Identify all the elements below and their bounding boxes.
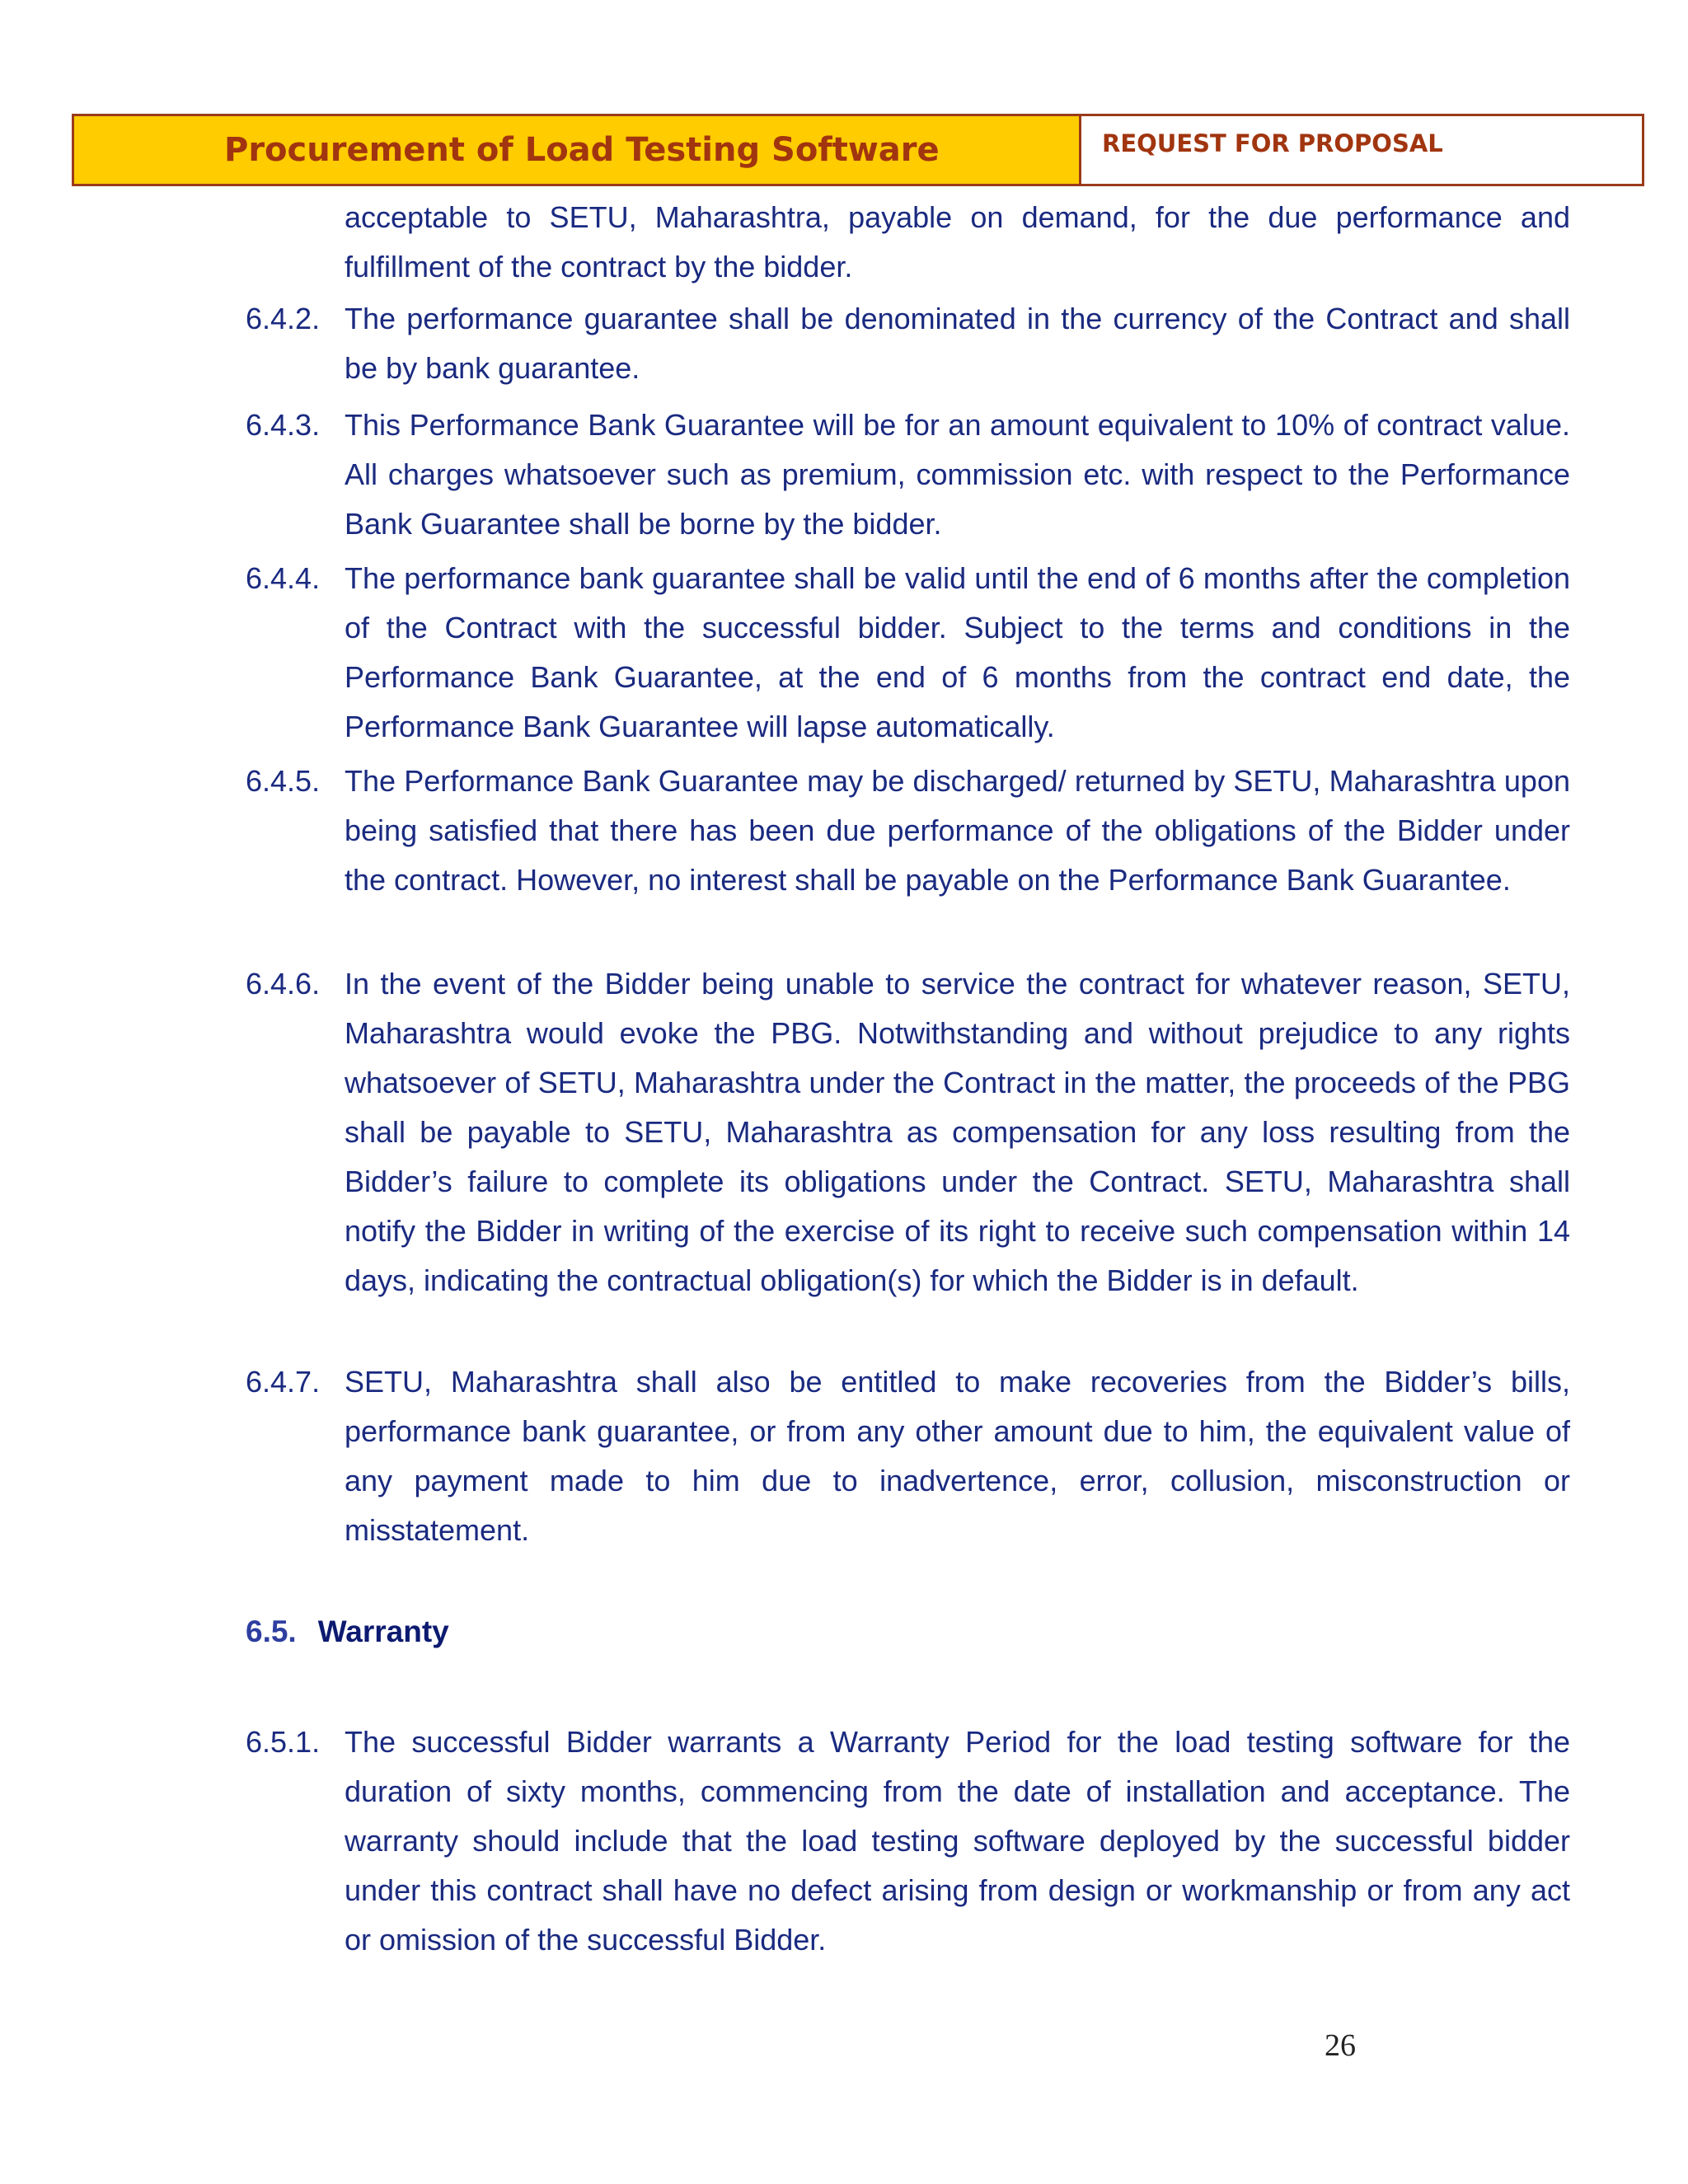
clause-text: The successful Bidder warrants a Warranty Period for the load testing software for the duration of sixty months, commencing from the date of installation and acceptance. The warranty should include that the load testing software deployed by the successful bidder under this contract shall have no defect arising from design or workmanship or from any act or omission of the successful Bidder. (345, 1725, 1570, 1957)
header-title-box (72, 114, 1081, 186)
document-header (72, 114, 1644, 186)
clause-number: 6.4.4. (246, 561, 321, 595)
clause-number: 6.4.2. (246, 302, 321, 335)
section-heading-warranty (246, 1607, 449, 1657)
clause-number: 6.4.5. (246, 764, 321, 798)
page-number: 26 (1325, 2028, 1356, 2063)
header-subtitle-box (1081, 114, 1644, 186)
continuation-paragraph: acceptable to SETU, Maharashtra, payable on demand, for the due performance and fulfillment of the contract by the bidder. (345, 200, 1570, 284)
clause-number: 6.4.3. (246, 408, 321, 442)
clause-text: This Performance Bank Guarantee will be for an amount equivalent to 10% of contract value. All charges whatsoever such as premium, commission etc. with respect to the Performance Bank Guarantee shall be borne by the bidder. (345, 408, 1570, 541)
clause-number: 6.4.6. (246, 967, 321, 1001)
clause-text: The Performance Bank Guarantee may be discharged/ returned by SETU, Maharashtra upon being satisfied that there has been due performance of the obligations of the Bidder under the contract. However, no interest shall be payable on the Performance Bank Guarantee. (345, 764, 1570, 897)
section-number: 6.5. (246, 1615, 297, 1648)
clause-text: In the event of the Bidder being unable to service the contract for whatever reason, SETU, Maharashtra would evoke the PBG. Notwithstanding and without prejudice to any rights whatsoever of SETU, Maharashtra under the Contract in the matter, the proceeds of the PBG shall be payable to SETU, Maharashtra as compensation for any loss resulting from the Bidder’s failure to complete its obligations under the Contract. SETU, Maharashtra shall notify the Bidder in writing of the exercise of its right to receive such compensation within 14 days, indicating the contractual obligation(s) for which the Bidder is in default. (345, 967, 1570, 1297)
clause-text: SETU, Maharashtra shall also be entitled to make recoveries from the Bidder’s bills, performance bank guarantee, or from any other amount due to him, the equivalent value of any payment made to him due to inadvertence, error, collusion, misconstruction or misstatement. (345, 1365, 1570, 1547)
clause-number: 6.5.1. (246, 1725, 321, 1759)
clause-number: 6.4.7. (246, 1365, 321, 1399)
header-title: Procurement of Load Testing Software (224, 131, 940, 169)
header-subtitle: REQUEST FOR PROPOSAL (1102, 129, 1443, 157)
section-title: Warranty (317, 1615, 449, 1648)
clause-text: The performance guarantee shall be denominated in the currency of the Contract and shall be by bank guarantee. (345, 302, 1570, 385)
clause-text: The performance bank guarantee shall be valid until the end of 6 months after the completion of the Contract with the successful bidder. Subject to the terms and conditions in the Performance Bank Guarantee, at the end of 6 months from the contract end date, the Performance Bank Guarantee will lapse automatically. (345, 561, 1570, 743)
